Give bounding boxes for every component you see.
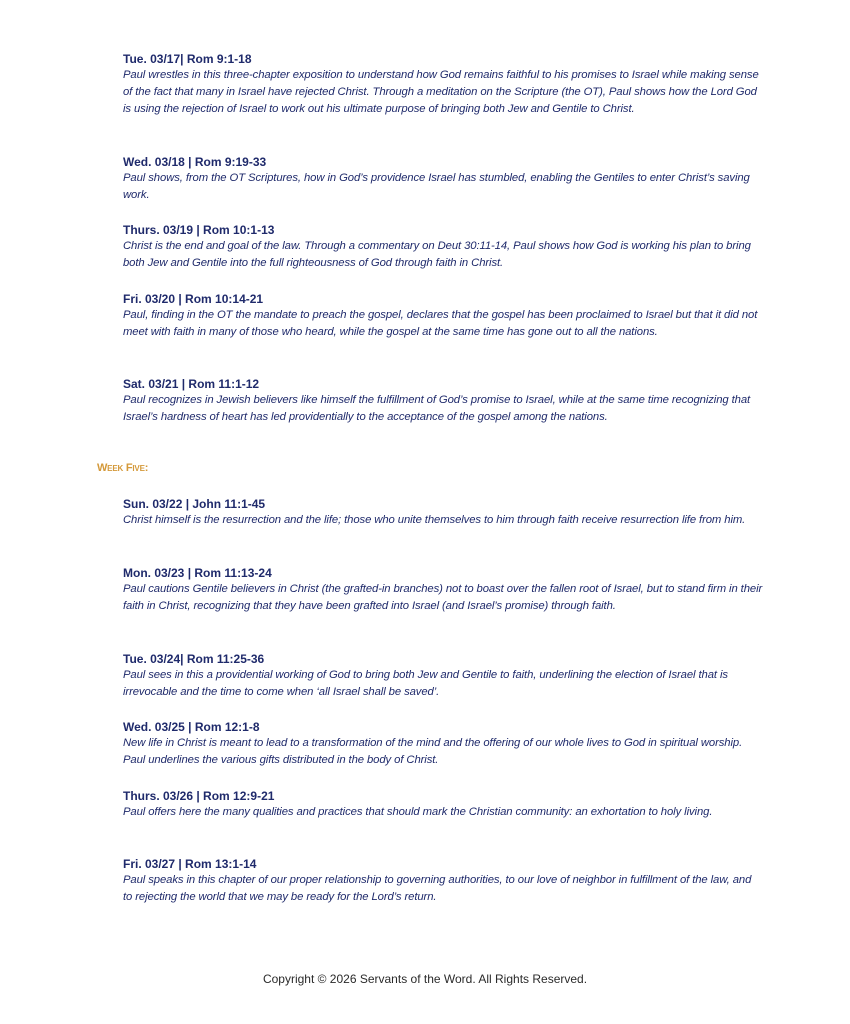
entry-title: Wed. 03/18 | Rom 9:19-33 [123,155,267,169]
entry-description: Christ himself is the resurrection and the life; those who unite themselves to him through faith receive resurrection life from him. [123,514,746,526]
entry-wed-0318 [123,155,763,204]
entry-fri-0327 [123,857,763,906]
entry-sat-0321 [123,377,763,426]
entry-title: Sun. 03/22 | John 11:1-45 [123,497,266,511]
entry-fri-0320 [123,292,763,341]
entry-thurs-0319 [123,223,763,272]
week-five-heading: Week Five: [97,462,149,474]
entry-tue-0324 [123,652,763,701]
entry-title: Tue. 03/24| Rom 11:25-36 [123,652,265,666]
entry-description: Paul, finding in the OT the mandate to preach the gospel, declares that the gospel has been proclaimed to Israel but that it did not meet with faith in many of those who heard, while the gospel at the same time has gone out to all the nations. [123,309,758,338]
entry-tue-0317 [123,52,763,118]
entry-description: Paul speaks in this chapter of our proper relationship to governing authorities, to our love of neighbor in fulfillment of the law, and to rejecting the world that we may be ready for the Lord’s return. [123,874,752,903]
entry-description: New life in Christ is meant to lead to a transformation of the mind and the offering of our whole lives to God in spiritual worship. Paul underlines the various gifts distributed in the body of Christ. [123,737,743,766]
entry-title: Fri. 03/20 | Rom 10:14-21 [123,292,264,306]
entry-title: Sat. 03/21 | Rom 11:1-12 [123,377,260,391]
entry-description: Paul shows, from the OT Scriptures, how in God’s providence Israel has stumbled, enabling the Gentiles to enter Christ’s saving work. [123,172,750,201]
entry-description: Paul sees in this a providential working of God to bring both Jew and Gentile to faith, underlining the election of Israel that is irrevocable and the time to come when ‘all Israel shall be saved’. [123,669,728,698]
entry-wed-0325 [123,720,763,769]
entry-title: Tue. 03/17| Rom 9:1-18 [123,52,252,66]
entry-mon-0323 [123,566,763,615]
copyright-notice: Copyright © 2026 Servants of the Word. All Rights Reserved. [262,972,588,986]
entry-description: Paul wrestles in this three-chapter exposition to understand how God remains faithful to his promises to Israel while making sense of the fact that many in Israel have rejected Christ. Through a meditation on the Scripture (the OT), Paul shows how the Lord God is using the rejection of Israel to work out his ultimate purpose of bringing both Jew and Gentile to Christ. [123,69,759,115]
entry-title: Thurs. 03/19 | Rom 10:1-13 [123,223,275,237]
entry-title: Mon. 03/23 | Rom 11:13-24 [123,566,272,580]
entry-thurs-0326 [123,789,763,821]
entry-sun-0322 [123,497,763,529]
entry-title: Thurs. 03/26 | Rom 12:9-21 [123,789,275,803]
entry-description: Christ is the end and goal of the law. Through a commentary on Deut 30:11-14, Paul shows how God is working his plan to bring both Jew and Gentile into the full righteousness of God through faith in Christ. [123,240,751,269]
entry-description: Paul cautions Gentile believers in Christ (the grafted-in branches) not to boast over the fallen root of Israel, but to stand firm in their faith in Christ, recognizing that they have been grafted into Israel (and Israel’s promise) through faith. [123,583,763,612]
entry-title: Wed. 03/25 | Rom 12:1-8 [123,720,260,734]
entry-title: Fri. 03/27 | Rom 13:1-14 [123,857,257,871]
entry-description: Paul recognizes in Jewish believers like himself the fulfillment of God’s promise to Israel, while at the same time recognizing that Israel’s hardness of heart has led providentially to the acceptance of the gospel among the nations. [123,394,751,423]
entry-description: Paul offers here the many qualities and practices that should mark the Christian community: an exhortation to holy living. [123,806,713,818]
